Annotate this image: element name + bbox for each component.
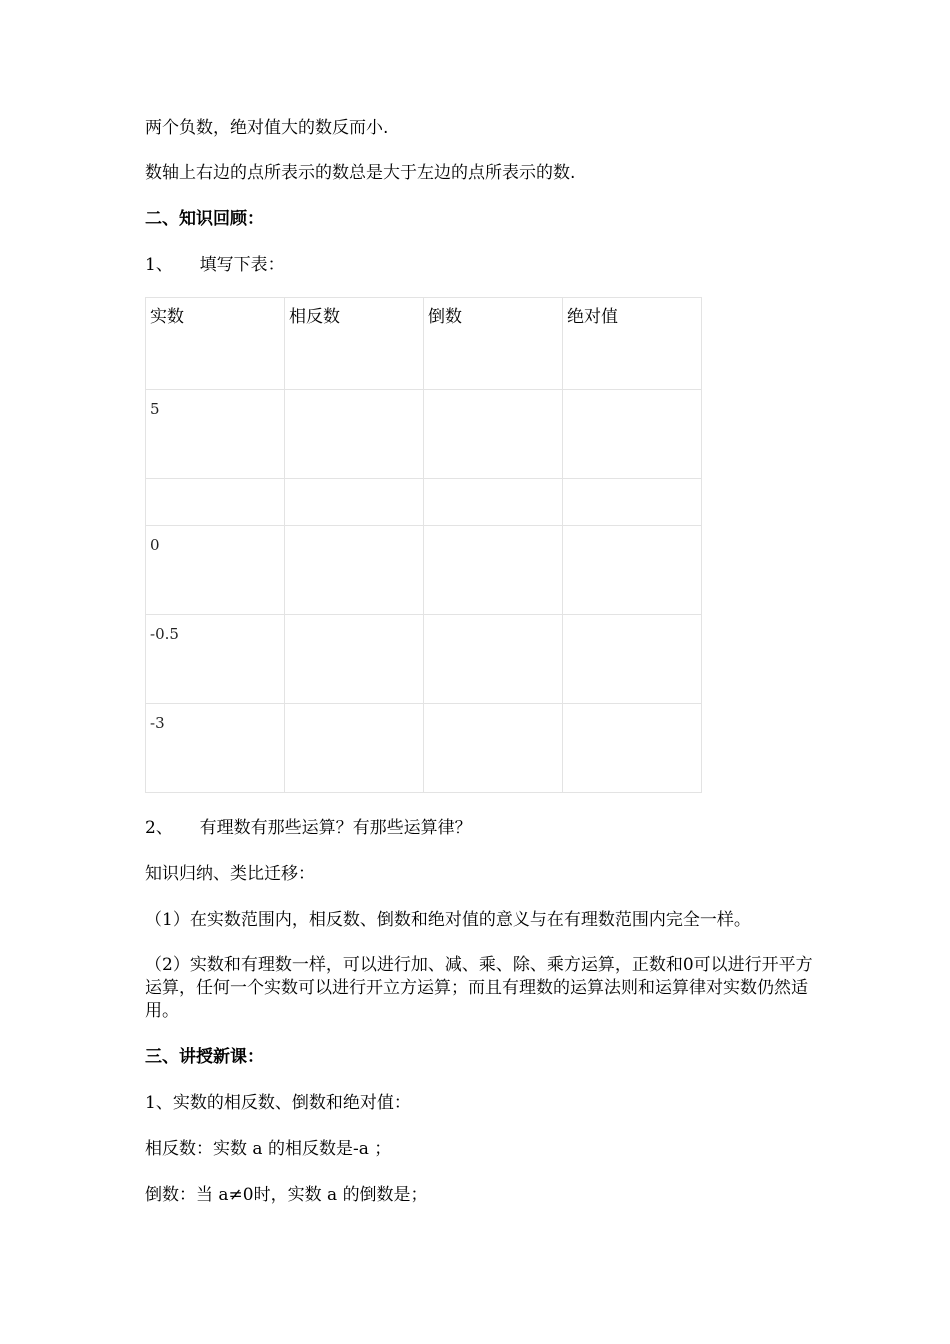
table-cell: 5 (146, 390, 285, 479)
point-1 (145, 908, 751, 932)
opposite-definition (145, 1137, 391, 1161)
table-cell (146, 479, 285, 526)
reciprocal-label: 倒数：当 (145, 1185, 213, 1205)
question-2-number: 2、 (145, 818, 173, 838)
table-cell: 0 (146, 526, 285, 615)
point-2-zero: 0 (682, 955, 694, 975)
opposite-end: ； (374, 1139, 392, 1159)
table-cell: -0.5 (146, 615, 285, 704)
summary-title: 知识归纳、类比迁移： (145, 864, 315, 884)
reciprocal-variable: a (327, 1185, 338, 1205)
section-heading-new-lesson: 三、讲授新课： (145, 1047, 264, 1067)
table-row (146, 526, 702, 615)
question-2 (145, 816, 472, 840)
point-1-number: （1） (145, 910, 190, 930)
reciprocal-end: 的倒数是； (342, 1185, 428, 1205)
table-cell (563, 704, 702, 793)
table-cell (563, 526, 702, 615)
table-header-cell: 绝对值 (563, 298, 702, 390)
table-cell (424, 704, 563, 793)
point-2-text: 实数和有理数一样，可以进行加、减、乘、除、乘方运算，正数和 (189, 955, 683, 975)
point-2-text-continued: 可以进行开平方运算，任何一个实数可以进行开立方运算；而且有理数的运算法则和运算律对实数仍然适用。 (145, 955, 813, 1021)
section-heading-review: 二、知识回顾： (145, 209, 264, 229)
table-cell (424, 615, 563, 704)
table-cell (563, 615, 702, 704)
table-header-cell: 相反数 (285, 298, 424, 390)
table-row (146, 615, 702, 704)
table-cell (285, 704, 424, 793)
table-cell: -3 (146, 704, 285, 793)
table-header-cell: 实数 (146, 298, 285, 390)
table-cell (424, 526, 563, 615)
intro-line-2: 数轴上右边的点所表示的数总是大于左边的点所表示的数. (145, 163, 576, 183)
opposite-label: 相反数：实数 (145, 1139, 247, 1159)
table-cell (285, 390, 424, 479)
point-2-number: （2） (145, 955, 190, 975)
fill-in-table (145, 297, 702, 793)
lesson-item-1-text: 实数的相反数、倒数和绝对值： (172, 1093, 411, 1113)
point-2 (145, 954, 815, 1023)
question-1-number: 1、 (145, 255, 173, 275)
table-cell (563, 390, 702, 479)
question-1 (145, 253, 285, 277)
table-cell (285, 615, 424, 704)
table-row (146, 390, 702, 479)
table-cell (285, 526, 424, 615)
table-cell (424, 479, 563, 526)
opposite-variable: a (252, 1139, 263, 1159)
lesson-item-1 (145, 1091, 411, 1115)
point-1-text: 在实数范围内，相反数、倒数和绝对值的意义与在有理数范围内完全一样。 (189, 910, 751, 930)
table-header-cell: 倒数 (424, 298, 563, 390)
reciprocal-mid: 时，实数 (253, 1185, 322, 1205)
table-row (146, 704, 702, 793)
table-cell (563, 479, 702, 526)
lesson-item-1-number: 1、 (145, 1093, 173, 1113)
table-row (146, 479, 702, 526)
opposite-value: -a (352, 1139, 369, 1159)
reciprocal-definition (145, 1183, 428, 1207)
table-cell (424, 390, 563, 479)
question-2-text: 有理数有那些运算？有那些运算律？ (199, 818, 472, 838)
table-header-row (146, 298, 702, 390)
opposite-mid: 的相反数是 (267, 1139, 353, 1159)
question-1-text: 填写下表： (199, 255, 285, 275)
reciprocal-condition: a≠0 (218, 1185, 254, 1205)
table-cell (285, 479, 424, 526)
intro-line-1: 两个负数，绝对值大的数反而小. (145, 118, 389, 138)
